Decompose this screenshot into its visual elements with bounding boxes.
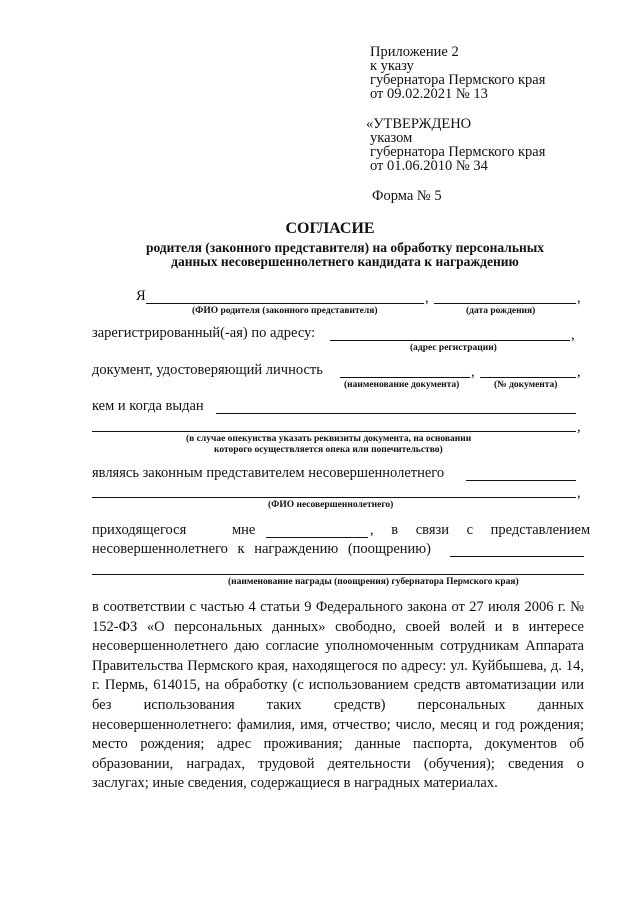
award-field[interactable] <box>450 556 584 557</box>
appendix-line-1: Приложение 2 <box>370 44 459 60</box>
approved-line-1: «УТВЕРЖДЕНО <box>366 116 472 132</box>
comma: , <box>471 364 475 380</box>
comma: , <box>425 290 429 306</box>
form-number: Форма № 5 <box>372 188 442 204</box>
comma: , <box>577 364 581 380</box>
guardianship-caption-line-2: которого осуществляется опека или попечительство) <box>214 445 443 455</box>
approved-line-3: губернатора Пермского края <box>370 144 546 160</box>
comma: , <box>577 419 581 435</box>
relation-word-1: приходящегося <box>92 522 187 538</box>
fio-parent-caption: (ФИО родителя (законного представителя) <box>192 306 378 316</box>
i-label: Я <box>136 288 146 304</box>
registered-label: зарегистрированный(-ая) по адресу: <box>92 325 316 341</box>
page-title: СОГЛАСИЕ <box>285 220 375 237</box>
issued-field[interactable] <box>216 413 576 414</box>
fio-parent-field[interactable] <box>146 303 424 304</box>
fio-minor-caption: (ФИО несовершеннолетнего) <box>268 500 394 510</box>
appendix-line-3: губернатора Пермского края <box>370 72 546 88</box>
comma: , <box>577 485 581 501</box>
comma: , <box>571 327 575 343</box>
issued-field-continued[interactable] <box>92 431 576 432</box>
representative-label: являясь законным представителем несовершеннолетнего <box>92 465 445 481</box>
fio-minor-field[interactable] <box>92 497 576 498</box>
comma: , <box>577 290 581 306</box>
reg-address-field[interactable] <box>330 340 570 341</box>
doc-name-caption: (наименование документа) <box>344 380 460 390</box>
appendix-line-2: к указу <box>370 58 414 74</box>
reg-address-caption: (адрес регистрации) <box>410 343 497 353</box>
approved-line-4: от 01.06.2010 № 34 <box>370 158 488 174</box>
award-caption: (наименование награды (поощрения) губернатора Пермского края) <box>228 577 519 587</box>
guardianship-caption-line-1: (в случае опекунства указать реквизиты документа, на основании <box>186 434 472 444</box>
birth-date-caption: (дата рождения) <box>466 306 536 316</box>
appendix-line-4: от 09.02.2021 № 13 <box>370 86 488 102</box>
subtitle-line-1: родителя (законного представителя) на обработку персональных <box>145 240 545 255</box>
doc-number-field[interactable] <box>480 377 576 378</box>
doc-name-field[interactable] <box>340 377 470 378</box>
document-label: документ, удостоверяющий личность <box>92 362 323 378</box>
relation-word-2: мне <box>232 522 256 538</box>
approved-line-2: указом <box>370 130 413 146</box>
birth-date-field[interactable] <box>434 303 576 304</box>
relation-field[interactable] <box>266 537 368 538</box>
doc-number-caption: (№ документа) <box>494 380 558 390</box>
award-field-continued[interactable] <box>92 574 584 575</box>
award-label: несовершеннолетнего к награждению (поощрению) <box>92 541 431 557</box>
relation-rest: , в связи с представлением <box>370 522 591 538</box>
subtitle-line-2: данных несовершеннолетнего кандидата к награждению <box>171 254 519 269</box>
representative-field[interactable] <box>466 480 576 481</box>
issued-label: кем и когда выдан <box>92 398 204 414</box>
consent-body-text: в соответствии с частью 4 статьи 9 Федерального закона от 27 июля 2006 г. № 152-ФЗ «О персональных данных» свободно, своей волей и в интересе несовершеннолетнего даю согласие уполномоченным сотрудникам Аппарата Правительства Пермского края, находящегося по адресу: ул. Куйбышева, д. 14, г. Пермь, 614015, на обработку (с использованием средств автоматизации или без использования таких средств) персональных данных несовершеннолетнего: фамилия, имя, отчество; число, месяц и год рождения; место рождения; адрес проживания; данные паспорта, документов об образовании, наградах, трудовой деятельности (обучения); сведения о заслугах; иные сведения, содержащиеся в наградных материалах. <box>92 599 584 792</box>
